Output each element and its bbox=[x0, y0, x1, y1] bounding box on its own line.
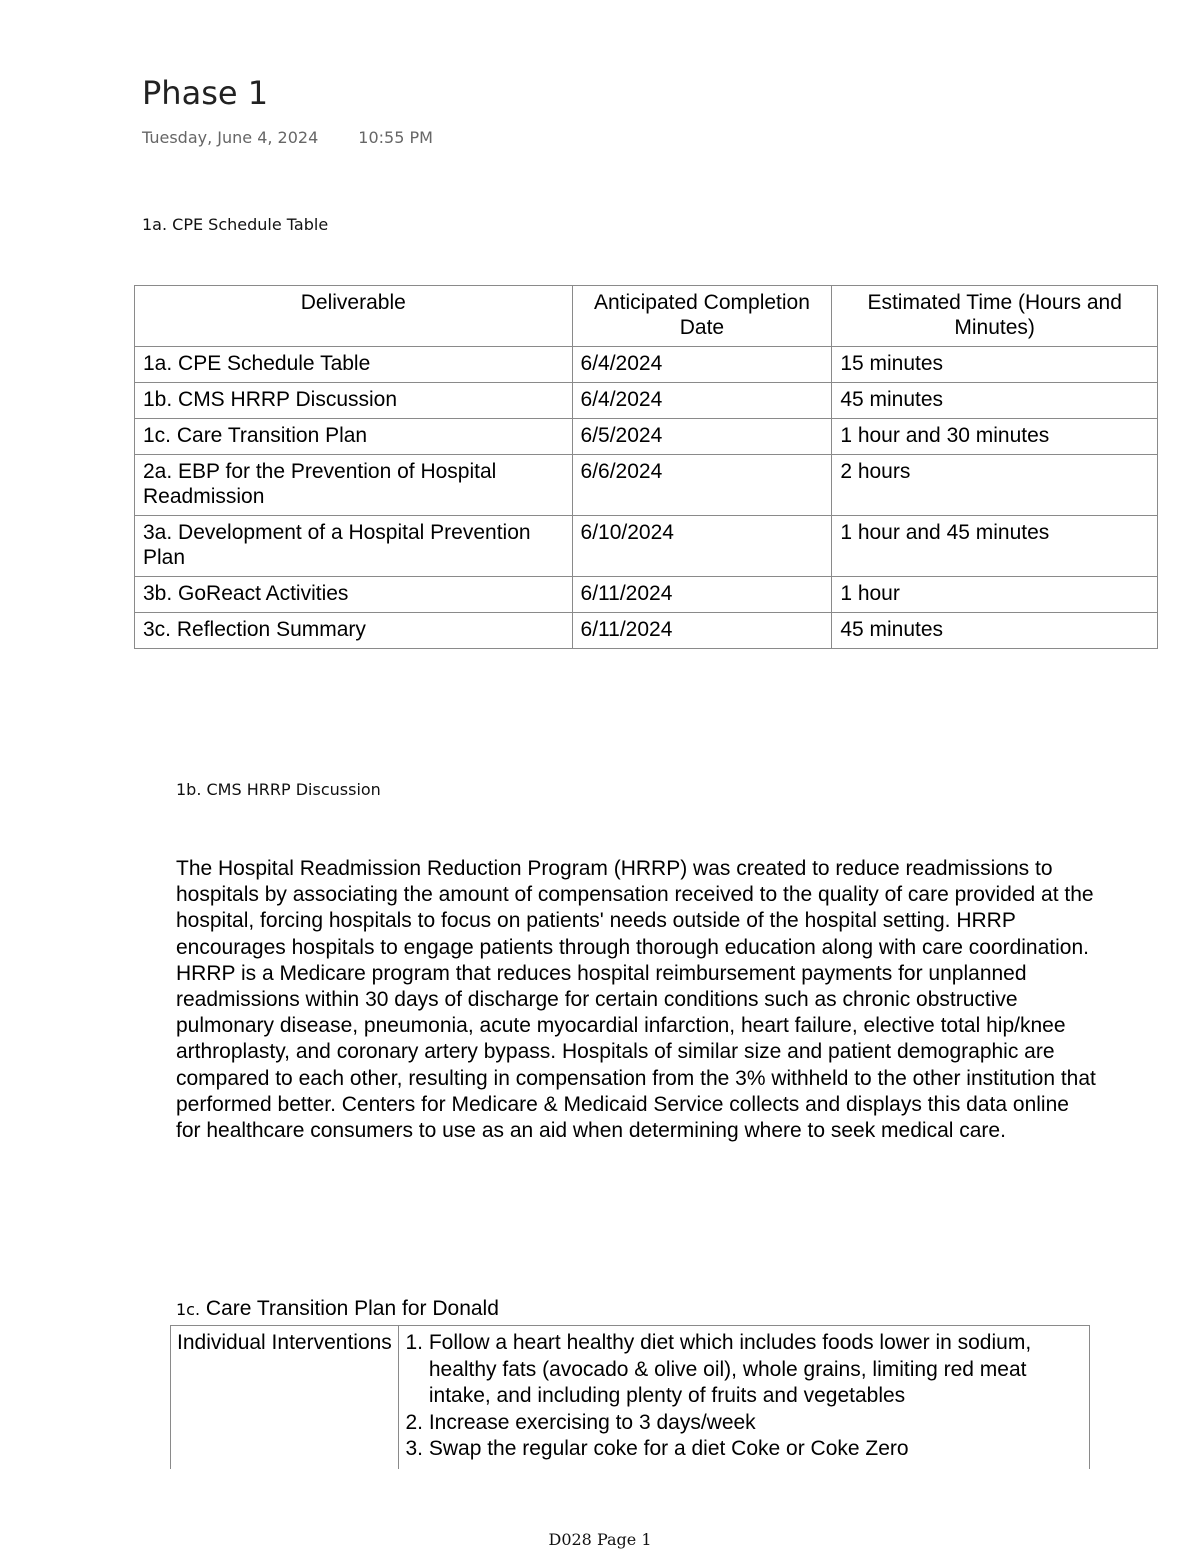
table-row bbox=[135, 383, 1158, 419]
cell-deliverable: 3c. Reflection Summary bbox=[135, 613, 573, 649]
cell-date: 6/11/2024 bbox=[572, 577, 832, 613]
page-date: Tuesday, June 4, 2024 bbox=[142, 128, 319, 147]
cell-time: 2 hours bbox=[832, 455, 1158, 516]
table-row bbox=[135, 577, 1158, 613]
section-1a-label: 1a. CPE Schedule Table bbox=[142, 215, 329, 234]
cell-deliverable: 1b. CMS HRRP Discussion bbox=[135, 383, 573, 419]
list-item: 1. Follow a heart healthy diet which includes foods lower in sodium, healthy fats (avocado & olive oil), whole grains, limiting red meat intake, and including plenty of fruits and vegetables bbox=[429, 1330, 1083, 1410]
cell-time: 45 minutes bbox=[832, 383, 1158, 419]
cell-time: 1 hour bbox=[832, 577, 1158, 613]
table-row bbox=[135, 455, 1158, 516]
interventions-cell bbox=[398, 1326, 1089, 1469]
list-item: 2. Increase exercising to 3 days/week bbox=[429, 1410, 1083, 1437]
interventions-list bbox=[405, 1330, 1083, 1463]
header-completion-date: Anticipated Completion Date bbox=[572, 286, 832, 347]
cell-deliverable: 1c. Care Transition Plan bbox=[135, 419, 573, 455]
section-1c-number: 1c. bbox=[176, 1300, 201, 1319]
header-estimated-time: Estimated Time (Hours and Minutes) bbox=[832, 286, 1158, 347]
section-1b-label: 1b. CMS HRRP Discussion bbox=[176, 780, 381, 799]
header-deliverable: Deliverable bbox=[135, 286, 573, 347]
cell-deliverable: 1a. CPE Schedule Table bbox=[135, 347, 573, 383]
cell-date: 6/5/2024 bbox=[572, 419, 832, 455]
care-transition-plan-table bbox=[170, 1325, 1090, 1469]
cell-deliverable: 3a. Development of a Hospital Prevention Plan bbox=[135, 516, 573, 577]
cell-date: 6/6/2024 bbox=[572, 455, 832, 516]
list-item: 3. Swap the regular coke for a diet Coke or Coke Zero bbox=[429, 1436, 1083, 1463]
page-title: Phase 1 bbox=[142, 74, 269, 112]
section-1c-title: Care Transition Plan for Donald bbox=[205, 1297, 499, 1320]
cell-time: 1 hour and 45 minutes bbox=[832, 516, 1158, 577]
table-row bbox=[171, 1326, 1090, 1469]
page-time: 10:55 PM bbox=[358, 128, 433, 147]
cell-time: 1 hour and 30 minutes bbox=[832, 419, 1158, 455]
table-row bbox=[135, 347, 1158, 383]
cell-date: 6/4/2024 bbox=[572, 347, 832, 383]
table-row bbox=[135, 516, 1158, 577]
table-header-row bbox=[135, 286, 1158, 347]
cell-time: 15 minutes bbox=[832, 347, 1158, 383]
row-label-individual-interventions: Individual Interventions bbox=[171, 1326, 399, 1469]
cell-date: 6/4/2024 bbox=[572, 383, 832, 419]
cell-date: 6/10/2024 bbox=[572, 516, 832, 577]
care-transition-plan-title bbox=[176, 1297, 499, 1321]
cpe-schedule-table bbox=[134, 285, 1158, 649]
cell-deliverable: 3b. GoReact Activities bbox=[135, 577, 573, 613]
cell-date: 6/11/2024 bbox=[572, 613, 832, 649]
table-row bbox=[135, 419, 1158, 455]
page-footer: D028 Page 1 bbox=[548, 1530, 652, 1549]
cell-time: 45 minutes bbox=[832, 613, 1158, 649]
hrrp-discussion-paragraph: The Hospital Readmission Reduction Program (HRRP) was created to reduce readmissions to hospitals by associating the amount of compensation received to the quality of care provided at the hospital, forcing hospitals to focus on patients' needs outside of the hospital setting. HRRP encourages hospitals to engage patients through thorough education along with care coordination. HRRP is a Medicare program that reduces hospital reimbursement payments for unplanned readmissions within 30 days of discharge for certain conditions such as chronic obstructive pulmonary disease, pneumonia, acute myocardial infarction, heart failure, elective total hip/knee arthroplasty, and coronary artery bypass. Hospitals of similar size and patient demographic are compared to each other, resulting in compensation from the 3% withheld to the other institution that performed better. Centers for Medicare & Medicaid Service collects and displays this data online for healthcare consumers to use as an aid when determining where to seek medical care. bbox=[176, 857, 1096, 1143]
table-row bbox=[135, 613, 1158, 649]
page-meta bbox=[142, 128, 433, 147]
cell-deliverable: 2a. EBP for the Prevention of Hospital Readmission bbox=[135, 455, 573, 516]
